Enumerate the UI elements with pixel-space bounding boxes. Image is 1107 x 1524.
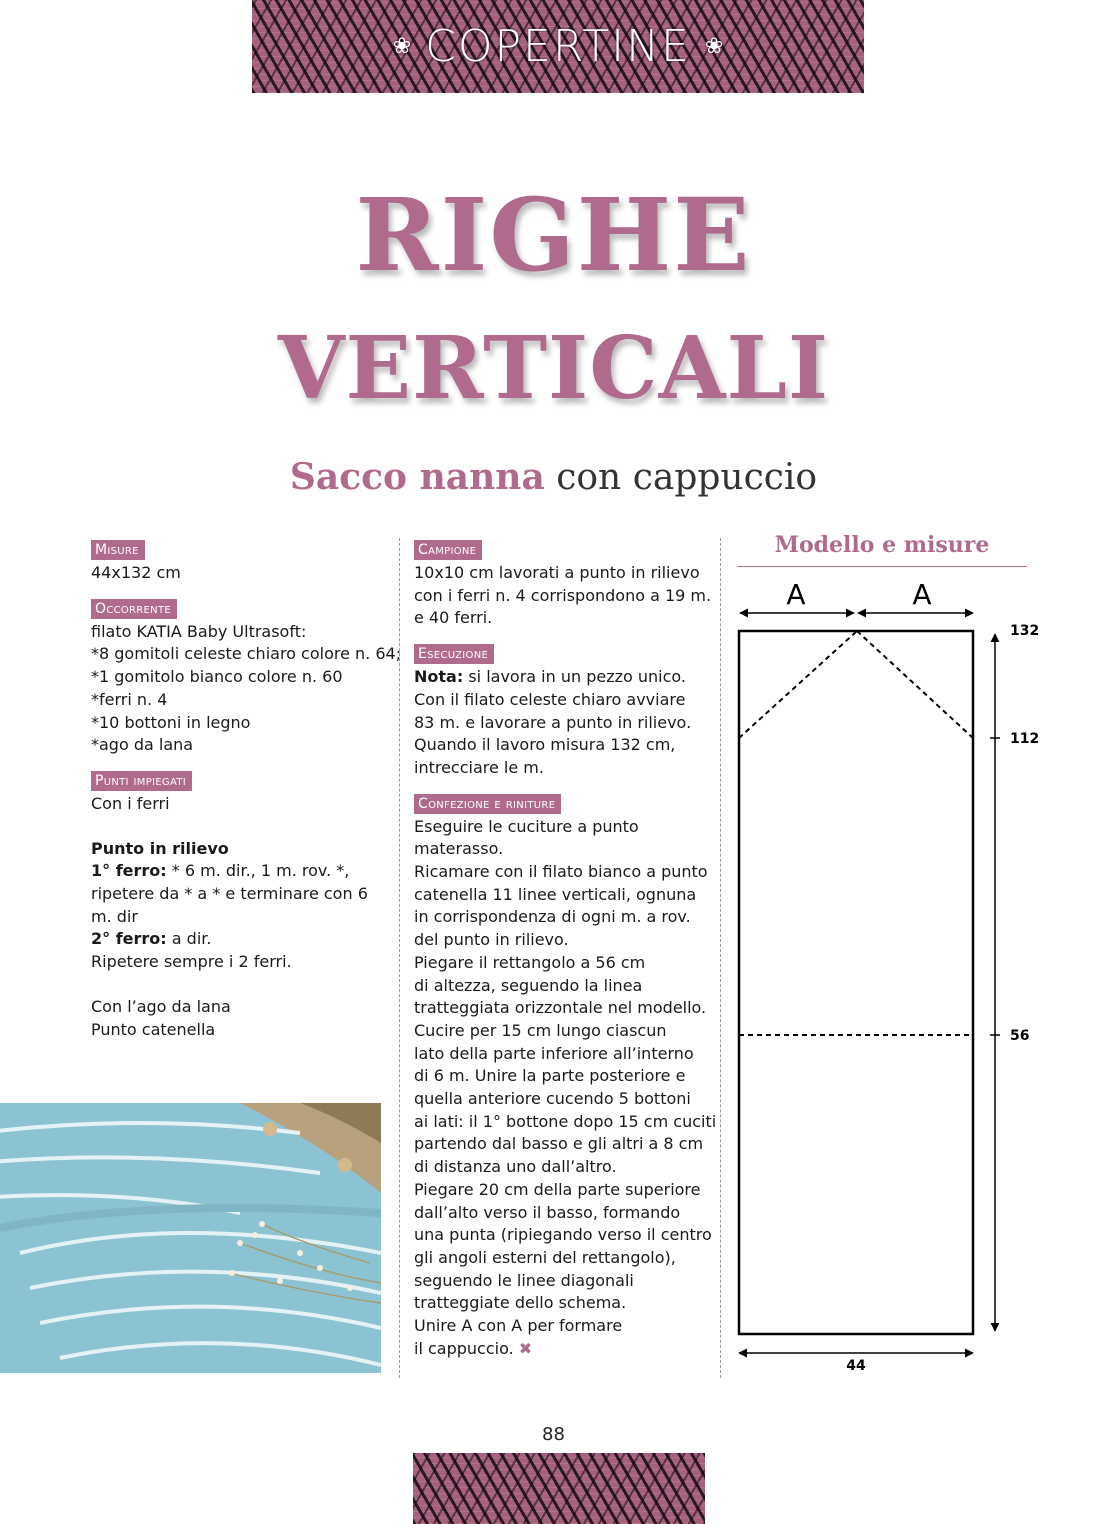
confezione-line: Piegare 20 cm della parte superiore [414,1179,701,1199]
dim-label-132: 132 [1010,623,1040,639]
confezione-line: del punto in rilievo. [414,930,569,950]
confezione-text [414,816,717,1338]
confezione-line: partendo dal basso e gli altri a 8 cm [414,1134,704,1154]
subtitle-strong: Sacco nanna [289,456,545,498]
button-icon [338,1158,352,1172]
middle-column [414,538,717,1361]
campione-line: 10x10 cm lavorati a punto in rilievo [414,563,700,582]
occorrente-line: *8 gomitoli celeste chiaro colore n. 64; [91,644,402,664]
fold-line-right [857,631,973,738]
ferro2-text: a dir. [166,929,212,949]
confezione-line: una punta (ripiegando verso il centro [414,1225,712,1245]
confezione-line: Cucire per 15 cm lungo ciascun [414,1020,667,1040]
esecuzione-line: Quando il lavoro misura 132 cm, [414,735,676,755]
section-tag-punti: Punti impiegati [91,771,192,791]
punto-title: Punto in rilievo [91,838,229,858]
punti-intro: Con i ferri [91,793,170,813]
diagram-title: Modello e misure [774,532,990,558]
confezione-line: di 6 m. Unire la parte posteriore e [414,1066,686,1086]
occorrente-line: *1 gomitolo bianco colore n. 60 [91,667,343,687]
flower-icon: ❀ [704,34,724,59]
label-a-left: A [786,578,806,611]
knitted-blanket-illustration [0,1103,381,1373]
dim-label-56: 56 [1010,1028,1030,1044]
label-a-right: A [912,578,932,611]
confezione-line: Piegare il rettangolo a 56 cm [414,952,646,972]
dim-label-44: 44 [846,1358,866,1374]
flower-icon: ❀ [392,34,412,59]
confezione-line: seguendo le linee diagonali [414,1270,634,1290]
occorrente-line: *ago da lana [91,735,194,755]
occorrente-line: *10 bottoni in legno [91,712,251,732]
confezione-line: Unire A con A per formare [414,1316,623,1336]
button-icon [263,1122,277,1136]
page-number: 88 [542,1424,565,1445]
end-mark-icon: ✖ [518,1338,533,1358]
confezione-line: Ricamare con il filato bianco a punto [414,862,708,882]
section-tag-campione: Campione [414,540,482,560]
section-tag-occorrente: Occorrente [91,599,177,619]
header-banner [252,0,864,93]
ago-title: Con l’ago da lana [91,996,231,1016]
ferro1-cont: m. dir [91,906,138,926]
column-divider [399,538,400,1378]
nota-label: Nota: [414,667,464,687]
confezione-line: Eseguire le cuciture a punto [414,816,639,836]
confezione-line: quella anteriore cucendo 5 bottoni [414,1089,691,1109]
left-column [91,538,402,1041]
ferro1-text: * 6 m. dir., 1 m. rov. *, [166,861,350,881]
confezione-line: di distanza uno dall’altro. [414,1157,617,1177]
occorrente-line: filato KATIA Baby Ultrasoft: [91,621,307,641]
confezione-line: tratteggiata orizzontale nel modello. [414,998,707,1018]
page-subtitle [0,456,1107,498]
dim-label-112: 112 [1010,731,1040,747]
confezione-line: di altezza, seguendo la linea [414,975,643,995]
confezione-line: in corrispondenza di ogni m. a rov. [414,907,691,927]
pattern-rectangle [739,631,973,1334]
section-tag-esecuzione: Esecuzione [414,644,494,664]
confezione-line: lato della parte inferiore all’interno [414,1043,694,1063]
ago-text: Punto catenella [91,1019,216,1039]
column-divider [720,538,721,1378]
section-tag-misure: Misure [91,540,145,560]
esecuzione-line: 83 m. e lavorare a punto in rilievo. [414,712,692,732]
ferro1-label: 1° ferro: [91,861,167,881]
repeat-text: Ripetere sempre i 2 ferri. [91,952,292,972]
nota-text: si lavora in un pezzo unico. [463,667,686,687]
model-diagram [730,570,1050,1380]
footer-banner [413,1453,705,1524]
campione-line: con i ferri n. 4 corrispondono a 19 m. [414,585,712,605]
fold-line-left [739,631,857,738]
section-tag-confezione: Confezione e riniture [414,794,561,814]
confezione-line: ai lati: il 1° bottone dopo 15 cm cuciti [414,1111,717,1131]
confezione-line: tratteggiate dello schema. [414,1293,627,1313]
confezione-line: catenella 11 linee verticali, ognuna [414,884,697,904]
confezione-line: materasso. [414,839,504,859]
page-title-line-2: VERTICALI [277,318,830,419]
section-title: COPERTINE [425,21,691,72]
page-title-line-1: RIGHE [355,176,752,294]
product-photo [0,1103,381,1373]
confezione-line: gli angoli esterni del rettangolo), [414,1247,676,1267]
confezione-line: dall’alto verso il basso, formando [414,1202,681,1222]
ferro2-label: 2° ferro: [91,929,167,949]
subtitle-rest: con cappuccio [544,457,818,498]
diagram-title-rule [737,566,1027,567]
occorrente-line: *ferri n. 4 [91,689,168,709]
confezione-last-line: il cappuccio. [414,1338,514,1358]
campione-line: e 40 ferri. [414,608,493,628]
ferro1-cont: ripetere da * a * e terminare con 6 [91,884,368,904]
esecuzione-line: intrecciare le m. [414,757,544,777]
misure-value: 44x132 cm [91,563,181,582]
esecuzione-line: Con il filato celeste chiaro avviare [414,689,686,709]
